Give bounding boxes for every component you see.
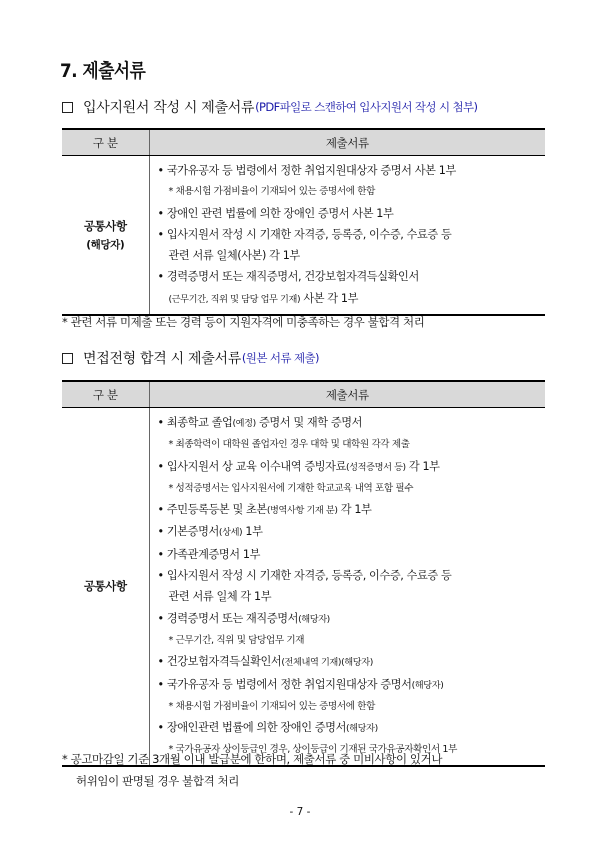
- inline-text: 각 1부: [340, 503, 372, 517]
- col-category-header: 구 분: [62, 381, 149, 408]
- inline-text: • 건강보험자격득실확인서: [157, 655, 282, 669]
- inline-text: • 입사지원서 상 교육 이수내역 증빙자료: [157, 459, 346, 473]
- list-item: • 입사지원서 작성 시 기재한 자격증, 등록증, 이수증, 수료증 등: [157, 227, 452, 241]
- inline-small-text: (해당자): [411, 679, 444, 691]
- section2-heading-note: (원본 서류 제출): [241, 351, 319, 365]
- section1-heading-text: 입사지원서 작성 시 제출서류: [83, 100, 255, 116]
- list-item: • 장애인 관련 법률에 의한 장애인 증명서 사본 1부: [157, 206, 394, 220]
- list-item: [158, 608, 546, 630]
- section2-heading: [62, 348, 319, 368]
- col-docs-header: 제출서류: [149, 129, 545, 156]
- list-item-note: * 채용시험 가점비율이 기재되어 있는 증명서에 한함: [168, 700, 376, 712]
- inline-small-text: (병역사항 기재 분): [266, 505, 338, 517]
- category-label: 공통사항: [83, 219, 127, 234]
- list-item-note: * 근무기간, 직위 및 담당업무 기재: [168, 634, 305, 646]
- inline-small-text: (해당자): [346, 723, 378, 735]
- inline-text: • 경력증명서 또는 재직증명서: [157, 611, 299, 625]
- section2-footnote: [62, 748, 442, 792]
- list-item: • 국가유공자 등 법령에서 정한 취업지원대상자 증명서 사본 1부: [157, 164, 456, 177]
- section1-footnote: * 관련 서류 미제출 또는 경력 등이 지원자격에 미충족하는 경우 불합격 처리: [62, 315, 425, 329]
- section1-heading-note: (PDF파일로 스캔하여 입사지원서 작성 시 첨부): [255, 100, 478, 114]
- table-header-row: [62, 129, 545, 156]
- list-item: • 가족관계증명서 1부: [157, 547, 260, 561]
- inline-small-text: (근무기간, 직위 및 담당 업무 기재): [168, 293, 301, 305]
- inline-text: 사본 각 1부: [303, 291, 358, 305]
- list-item: [158, 674, 546, 696]
- col-category-header: 구 분: [62, 129, 149, 156]
- inline-small-text: (전체내역 기재)(해당자): [281, 657, 373, 669]
- footnote-line: * 공고마감일 기준 3개월 이내 발급분에 한하며, 제출서류 중 미비사항이 있거나: [62, 752, 443, 766]
- inline-small-text: (예정): [232, 418, 256, 429]
- section2-table: [62, 380, 545, 767]
- list-item: [158, 456, 546, 478]
- inline-small-text: (해당자): [298, 613, 330, 625]
- table-header-row: [62, 381, 545, 408]
- list-item: • 경력증명서 또는 재직증명서, 건강보험자격득실확인서: [157, 270, 419, 284]
- category-cell: [62, 156, 149, 316]
- section1-heading: [62, 97, 477, 117]
- table-row: [62, 408, 545, 766]
- list-item: [158, 651, 546, 673]
- list-item-continued: 관련 서류 일체(사본) 각 1부: [168, 249, 300, 263]
- inline-text: • 기본증명서: [157, 525, 219, 539]
- section2-heading-text: 면접전형 합격 시 제출서류: [83, 351, 241, 367]
- category-cell: [62, 408, 149, 766]
- category-label: 공통사항: [83, 579, 127, 594]
- inline-text: 1부: [245, 525, 263, 539]
- category-sub-label: (해당자): [86, 239, 125, 252]
- table-row: [62, 156, 545, 316]
- page-number: - 7 -: [289, 806, 311, 818]
- list-item-continued: 관련 서류 일체 각 1부: [168, 590, 272, 604]
- list-item: [158, 717, 546, 739]
- inline-text: 각 1부: [408, 459, 440, 473]
- col-docs-header: 제출서류: [149, 381, 545, 408]
- inline-small-text: (성적증명서 등): [346, 461, 406, 473]
- docs-cell: [149, 408, 545, 766]
- inline-text: • 주민등록등본 및 초본: [157, 503, 267, 517]
- list-item-note: * 최종학력이 대학원 졸업자인 경우 대학 및 대학원 각각 제출: [168, 439, 410, 451]
- inline-text: 증명서 및 재학 증명서: [258, 416, 363, 429]
- inline-text: • 최종학교 졸업: [157, 416, 233, 429]
- checkbox-square-icon: [62, 102, 73, 113]
- list-item: [158, 521, 546, 543]
- list-item-continued: [158, 288, 546, 310]
- inline-small-text: (상세): [218, 527, 243, 539]
- section1-table: [62, 128, 545, 316]
- inline-text: • 국가유공자 등 법령에서 정한 취업지원대상자 증명서: [157, 677, 412, 691]
- page-title: 7. 제출서류: [60, 60, 146, 82]
- list-item: • 입사지원서 작성 시 기재한 자격증, 등록증, 이수증, 수료증 등: [157, 569, 452, 583]
- docs-cell: [149, 156, 545, 316]
- list-item-note: * 채용시험 가점비율이 기재되어 있는 증명서에 한함: [168, 186, 376, 198]
- list-item: [158, 499, 546, 521]
- footnote-line: 허위임이 판명될 경우 불합격 처리: [76, 774, 239, 788]
- inline-text: • 장애인관련 법률에 의한 장애인 증명서: [157, 721, 346, 735]
- list-item-note: * 성적증명서는 입사지원서에 기재한 학교교육 내역 포함 필수: [168, 482, 414, 494]
- checkbox-square-icon: [62, 353, 73, 364]
- list-item: [158, 412, 546, 434]
- list-item-note: * 국가유공자 상이등급인 경우, 상이등급이 기재된 국가유공자확인서 1부: [168, 744, 457, 756]
